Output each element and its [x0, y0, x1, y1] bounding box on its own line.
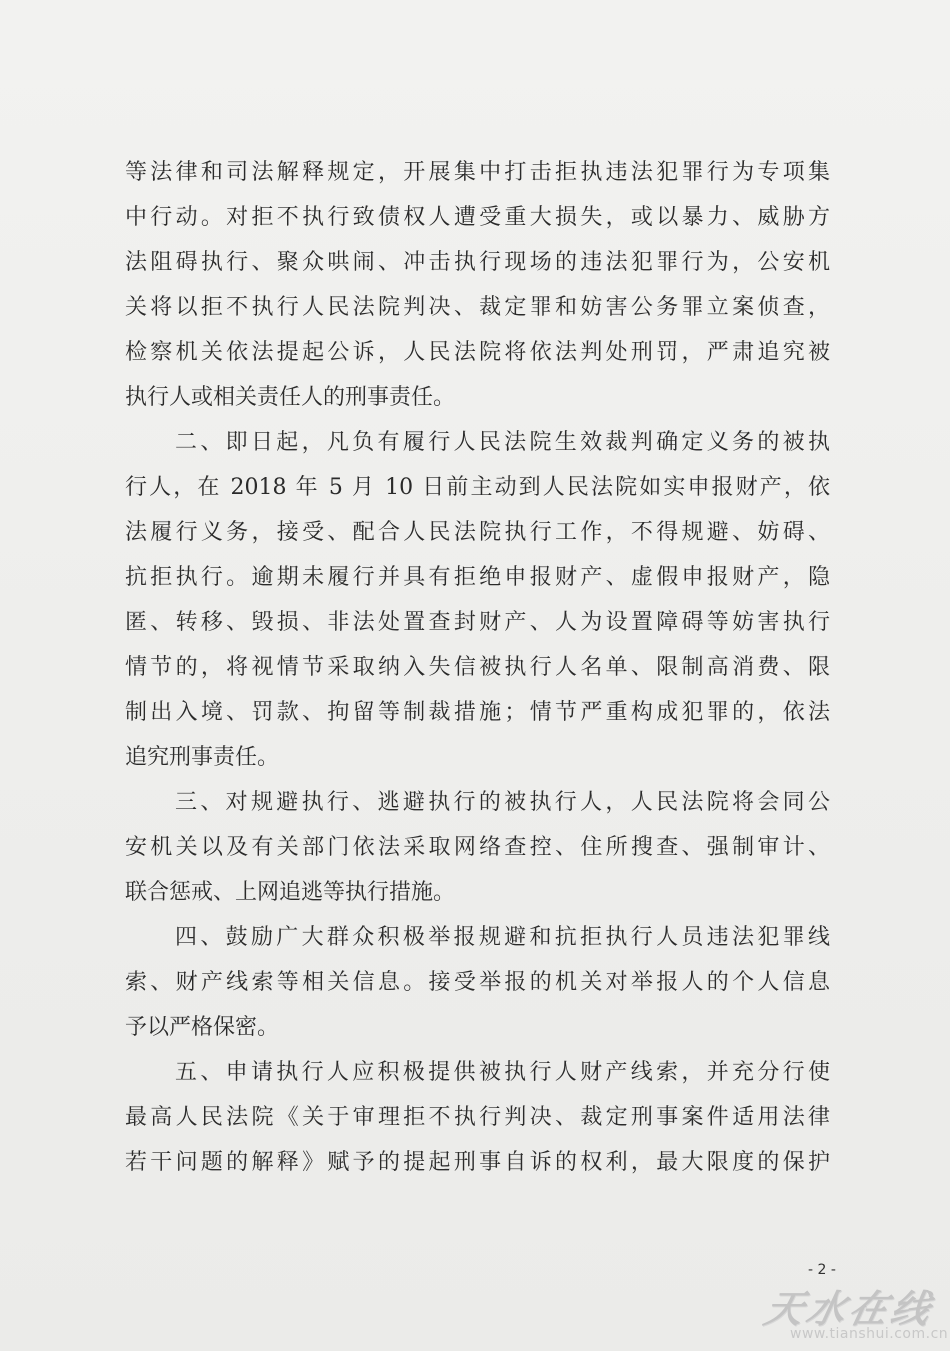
text-line: 若干问题的解释》赋予的提起刑事自诉的权利，最大限度的保护 — [125, 1150, 830, 1175]
text-line: 联合惩戒、上网追逃等执行措施。 — [125, 880, 456, 905]
text-line: 匿、转移、毁损、非法处置查封财产、人为设置障碍等妨害执行 — [125, 610, 830, 635]
text-line: 中行动。对拒不执行致债权人遭受重大损失，或以暴力、威胁方 — [125, 205, 830, 230]
text-line: 最高人民法院《关于审理拒不执行判决、裁定刑事案件适用法律 — [125, 1105, 830, 1130]
text-line: 五、申请执行人应积极提供被执行人财产线索，并充分行使 — [175, 1060, 830, 1085]
text-line: 行人，在 2018 年 5 月 10 日前主动到人民法院如实申报财产，依 — [125, 475, 830, 500]
text-line: 四、鼓励广大群众积极举报规避和抗拒执行人员违法犯罪线 — [175, 925, 830, 950]
text-line: 追究刑事责任。 — [125, 745, 280, 770]
text-line: 索、财产线索等相关信息。接受举报的机关对举报人的个人信息 — [125, 970, 830, 995]
watermark-logo: 天水在线 — [760, 1287, 938, 1331]
text-line: 三、对规避执行、逃避执行的被执行人，人民法院将会同公 — [175, 790, 830, 815]
document-body — [125, 150, 830, 1185]
text-line: 二、即日起，凡负有履行人民法院生效裁判确定义务的被执 — [175, 430, 830, 455]
text-line: 执行人或相关责任人的刑事责任。 — [125, 385, 456, 410]
text-line: 等法律和司法解释规定，开展集中打击拒执违法犯罪行为专项集 — [125, 160, 830, 185]
text-line: 情节的，将视情节采取纳入失信被执行人名单、限制高消费、限 — [125, 655, 830, 680]
watermark — [760, 1278, 950, 1348]
watermark-url: www.tianshui.com.cn — [790, 1326, 949, 1342]
text-line: 抗拒执行。逾期未履行并具有拒绝申报财产、虚假申报财产，隐 — [125, 565, 830, 590]
text-line: 法阻碍执行、聚众哄闹、冲击执行现场的违法犯罪行为，公安机 — [125, 250, 830, 275]
text-line: 予以严格保密。 — [125, 1015, 280, 1040]
page-number: - 2 - — [808, 1262, 836, 1278]
text-line: 关将以拒不执行人民法院判决、裁定罪和妨害公务罪立案侦查， — [125, 295, 830, 320]
text-line: 检察机关依法提起公诉，人民法院将依法判处刑罚，严肃追究被 — [125, 340, 830, 365]
text-line: 制出入境、罚款、拘留等制裁措施；情节严重构成犯罪的，依法 — [125, 700, 830, 725]
text-line: 法履行义务，接受、配合人民法院执行工作，不得规避、妨碍、 — [125, 520, 830, 545]
text-line: 安机关以及有关部门依法采取网络查控、住所搜查、强制审计、 — [125, 835, 830, 860]
